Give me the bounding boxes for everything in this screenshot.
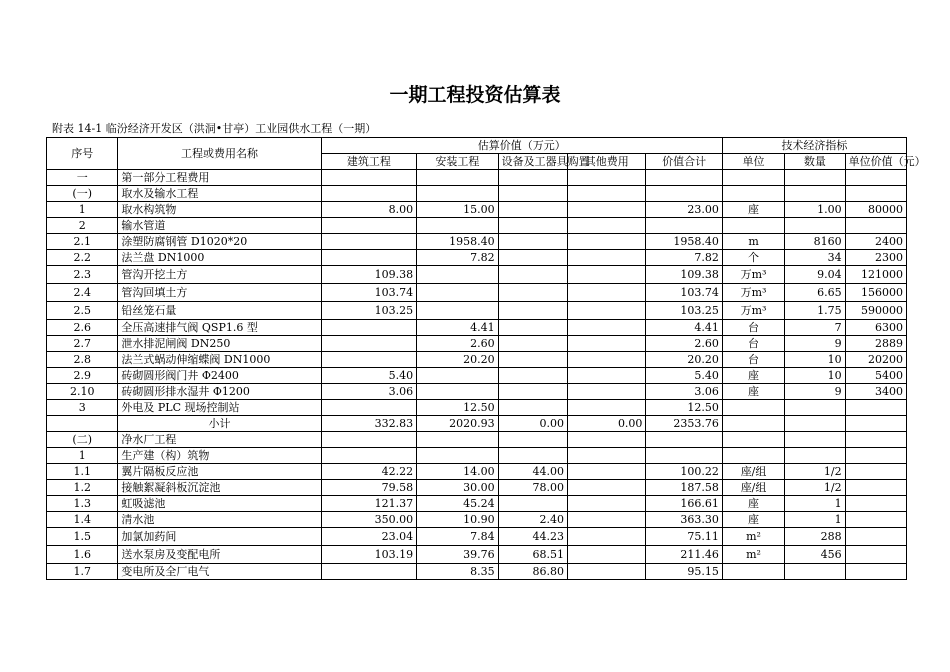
cell-total [646,448,722,464]
cell-total: 103.74 [646,284,722,302]
cell-unit-price [845,512,906,528]
cell-other: 0.00 [567,416,645,432]
cell-build [321,170,417,186]
table-row [47,320,907,336]
table-body [47,170,907,580]
cell-other [567,512,645,528]
cell-other [567,368,645,384]
cell-name: 翼片隔板反应池 [118,464,321,480]
cell-unit: m [722,234,784,250]
cell-total: 363.30 [646,512,722,528]
cell-name: 清水池 [118,512,321,528]
cell-name: 第一部分工程费用 [118,170,321,186]
cell-install: 4.41 [417,320,498,336]
cell-other [567,218,645,234]
cell-other [567,284,645,302]
cell-equipment [498,352,567,368]
cell-install: 39.76 [417,546,498,564]
cell-qty: 1 [785,512,845,528]
cell-seq: 1 [47,448,118,464]
cell-name: 小计 [118,416,321,432]
header-unit-price: 单位价值（元） [845,154,906,170]
cell-unit [722,432,784,448]
table-row [47,416,907,432]
cell-other [567,352,645,368]
cell-unit-price [845,480,906,496]
cell-name: 管沟开挖土方 [118,266,321,284]
cell-seq: 2.8 [47,352,118,368]
cell-name: 输水管道 [118,218,321,234]
table-row [47,250,907,266]
cell-total: 3.06 [646,384,722,400]
cell-unit: m² [722,528,784,546]
cell-total: 7.82 [646,250,722,266]
cell-qty: 456 [785,546,845,564]
cell-seq [47,416,118,432]
cell-total: 1958.40 [646,234,722,250]
cell-equipment [498,250,567,266]
cell-qty [785,448,845,464]
cell-unit-price [845,218,906,234]
cell-seq: 1 [47,202,118,218]
cell-install [417,170,498,186]
cell-equipment: 78.00 [498,480,567,496]
cell-unit: 座/组 [722,480,784,496]
cell-unit [722,400,784,416]
cell-name: 法兰盘 DN1000 [118,250,321,266]
cell-install: 8.35 [417,564,498,580]
cell-name: 虹吸滤池 [118,496,321,512]
cell-equipment: 0.00 [498,416,567,432]
cell-seq: 2.3 [47,266,118,284]
cell-unit: 台 [722,336,784,352]
cell-unit [722,448,784,464]
cell-unit-price [845,186,906,202]
cell-total: 2.60 [646,336,722,352]
cell-install: 20.20 [417,352,498,368]
cell-total: 2353.76 [646,416,722,432]
cell-install [417,432,498,448]
cell-other [567,528,645,546]
cell-qty [785,170,845,186]
cell-seq: 1.4 [47,512,118,528]
cell-other [567,496,645,512]
cell-install: 10.90 [417,512,498,528]
cell-equipment [498,186,567,202]
cell-install: 7.82 [417,250,498,266]
cell-install [417,448,498,464]
table-row [47,284,907,302]
cell-install [417,266,498,284]
cell-qty: 8160 [785,234,845,250]
cell-seq: 2.1 [47,234,118,250]
cell-name: 接触絮凝斜板沉淀池 [118,480,321,496]
cell-build [321,352,417,368]
cell-name: 取水构筑物 [118,202,321,218]
cell-build [321,336,417,352]
cell-seq: 2.10 [47,384,118,400]
cell-seq: 2.9 [47,368,118,384]
table-caption: 附表 14-1 临汾经济开发区（洪洞•甘亭）工业园供水工程（一期） [52,122,377,135]
cell-total: 12.50 [646,400,722,416]
cell-seq: 1.2 [47,480,118,496]
cell-unit-price [845,170,906,186]
cell-unit-price: 2889 [845,336,906,352]
cell-qty: 9 [785,336,845,352]
cell-name: 管沟回填土方 [118,284,321,302]
cell-build: 8.00 [321,202,417,218]
cell-unit-price: 5400 [845,368,906,384]
table-row [47,528,907,546]
cell-unit [722,564,784,580]
cell-equipment [498,266,567,284]
cell-unit-price [845,416,906,432]
cell-qty: 1.75 [785,302,845,320]
cell-total [646,218,722,234]
cell-build [321,448,417,464]
cell-unit-price: 20200 [845,352,906,368]
table-row [47,384,907,400]
cell-qty: 1.00 [785,202,845,218]
cell-equipment: 44.23 [498,528,567,546]
header-equipment: 设备及工器具购置 [498,154,567,170]
cell-other [567,320,645,336]
cell-qty: 6.65 [785,284,845,302]
cell-install: 45.24 [417,496,498,512]
cell-unit: 座 [722,202,784,218]
cell-unit: 台 [722,352,784,368]
cell-install: 15.00 [417,202,498,218]
cell-unit: 座 [722,512,784,528]
table-row [47,234,907,250]
cell-total: 4.41 [646,320,722,336]
cell-total: 187.58 [646,480,722,496]
cell-unit-price: 590000 [845,302,906,320]
cell-unit: 座 [722,368,784,384]
cell-unit-price: 3400 [845,384,906,400]
cell-name: 加氯加药间 [118,528,321,546]
table-row [47,400,907,416]
cell-unit-price [845,432,906,448]
cell-name: 送水泵房及变配电所 [118,546,321,564]
cell-install: 1958.40 [417,234,498,250]
cell-build: 332.83 [321,416,417,432]
cell-unit-price: 156000 [845,284,906,302]
cell-unit [722,416,784,432]
cell-equipment [498,218,567,234]
cell-name: 法兰式蜗动伸缩蝶阀 DN1000 [118,352,321,368]
cell-build: 121.37 [321,496,417,512]
cell-qty [785,218,845,234]
cell-equipment [498,284,567,302]
cell-unit: 个 [722,250,784,266]
cell-total: 20.20 [646,352,722,368]
cell-equipment [498,368,567,384]
cell-build: 103.19 [321,546,417,564]
table-row [47,546,907,564]
cell-build: 5.40 [321,368,417,384]
cell-total [646,186,722,202]
cell-unit: 万m³ [722,266,784,284]
header-other: 其他费用 [567,154,645,170]
cell-name: 变电所及全厂电气 [118,564,321,580]
cell-qty: 10 [785,368,845,384]
cell-qty [785,186,845,202]
cell-unit [722,218,784,234]
table-row [47,170,907,186]
cell-other [567,480,645,496]
cell-other [567,432,645,448]
cell-qty: 10 [785,352,845,368]
table-row [47,218,907,234]
cell-qty [785,416,845,432]
cell-unit-price: 2400 [845,234,906,250]
cell-other [567,302,645,320]
cell-install: 7.84 [417,528,498,546]
cell-install [417,302,498,320]
cell-name: 泄水排泥闸阀 DN250 [118,336,321,352]
cell-other [567,186,645,202]
cell-qty [785,432,845,448]
cell-equipment [498,202,567,218]
table-row [47,512,907,528]
cell-qty: 1 [785,496,845,512]
cell-qty: 9.04 [785,266,845,284]
header-build: 建筑工程 [321,154,417,170]
cell-qty: 9 [785,384,845,400]
cell-install: 30.00 [417,480,498,496]
header-unit: 单位 [722,154,784,170]
cell-install [417,218,498,234]
cell-equipment [498,384,567,400]
cell-total: 75.11 [646,528,722,546]
cell-qty [785,564,845,580]
header-qty: 数量 [785,154,845,170]
cell-build [321,432,417,448]
cell-build [321,320,417,336]
cell-unit-price: 2300 [845,250,906,266]
cell-build: 23.04 [321,528,417,546]
cell-equipment [498,302,567,320]
cell-unit [722,170,784,186]
cell-seq: 1.7 [47,564,118,580]
table-row [47,368,907,384]
cell-seq: 2.4 [47,284,118,302]
cell-other [567,202,645,218]
cell-unit-price [845,564,906,580]
table-row [47,432,907,448]
page-title: 一期工程投资估算表 [389,84,561,106]
cell-total [646,432,722,448]
cell-total: 211.46 [646,546,722,564]
cell-equipment [498,448,567,464]
cell-name: 砖砌圆形排水湿井 Φ1200 [118,384,321,400]
cell-total: 95.15 [646,564,722,580]
cell-name: 生产建（构）筑物 [118,448,321,464]
cell-unit-price [845,464,906,480]
cell-unit-price: 80000 [845,202,906,218]
cell-seq: 2.7 [47,336,118,352]
cell-build: 42.22 [321,464,417,480]
cell-unit: 万m³ [722,284,784,302]
header-estimate-group: 估算价值（万元） [321,138,722,154]
cell-install [417,284,498,302]
table-row [47,480,907,496]
cell-build [321,218,417,234]
cell-name: 全压高速排气阀 QSP1.6 型 [118,320,321,336]
cell-build [321,186,417,202]
cell-build [321,400,417,416]
cell-unit: 万m³ [722,302,784,320]
cell-equipment [498,400,567,416]
table-header [47,138,926,170]
cell-name: 涂塑防腐钢管 D1020*20 [118,234,321,250]
cell-name: 净水厂工程 [118,432,321,448]
cell-equipment: 44.00 [498,464,567,480]
cell-install: 2020.93 [417,416,498,432]
cell-unit-price [845,448,906,464]
cell-build: 3.06 [321,384,417,400]
table-row [47,266,907,284]
cell-unit: 座/组 [722,464,784,480]
cell-total [646,170,722,186]
cell-other [567,448,645,464]
cell-other [567,234,645,250]
header-install: 安装工程 [417,154,498,170]
cell-other [567,546,645,564]
cell-build: 103.25 [321,302,417,320]
table-row [47,202,907,218]
cell-seq: 1.3 [47,496,118,512]
cell-other [567,266,645,284]
cell-other [567,564,645,580]
cell-equipment [498,336,567,352]
cell-equipment [498,432,567,448]
cell-build: 350.00 [321,512,417,528]
cell-other [567,464,645,480]
cell-install [417,368,498,384]
header-seq: 序号 [47,138,118,170]
cell-total: 23.00 [646,202,722,218]
cell-build: 103.74 [321,284,417,302]
cell-name: 铅丝笼石量 [118,302,321,320]
cell-equipment [498,234,567,250]
cell-unit-price [845,528,906,546]
cell-unit-price [845,400,906,416]
table-row [47,448,907,464]
cell-seq: 一 [47,170,118,186]
cell-seq: (二) [47,432,118,448]
cell-seq: 2.5 [47,302,118,320]
cell-build: 109.38 [321,266,417,284]
cell-seq: (一) [47,186,118,202]
cell-total: 103.25 [646,302,722,320]
cell-other [567,170,645,186]
cell-equipment: 2.40 [498,512,567,528]
cell-qty: 288 [785,528,845,546]
cell-build [321,234,417,250]
cell-equipment: 68.51 [498,546,567,564]
cell-other [567,250,645,266]
estimate-table [46,137,926,580]
table-row [47,564,907,580]
table-row [47,302,907,320]
header-tech-group: 技术经济指标 [722,138,906,154]
table-row [47,336,907,352]
cell-seq: 2 [47,218,118,234]
cell-seq: 1.5 [47,528,118,546]
cell-unit-price: 121000 [845,266,906,284]
cell-other [567,384,645,400]
cell-seq: 1.1 [47,464,118,480]
cell-build [321,250,417,266]
cell-total: 166.61 [646,496,722,512]
cell-build [321,564,417,580]
cell-install: 2.60 [417,336,498,352]
cell-qty [785,400,845,416]
cell-build: 79.58 [321,480,417,496]
cell-install [417,384,498,400]
cell-qty: 1/2 [785,464,845,480]
cell-equipment: 86.80 [498,564,567,580]
cell-equipment [498,320,567,336]
cell-unit-price [845,496,906,512]
header-total: 价值合计 [646,154,722,170]
cell-seq: 2.6 [47,320,118,336]
cell-unit: m² [722,546,784,564]
cell-unit: 座 [722,384,784,400]
table-row [47,496,907,512]
cell-seq: 2.2 [47,250,118,266]
cell-total: 109.38 [646,266,722,284]
cell-name: 外电及 PLC 现场控制站 [118,400,321,416]
cell-qty: 34 [785,250,845,266]
cell-install: 12.50 [417,400,498,416]
cell-unit: 座 [722,496,784,512]
cell-qty: 1/2 [785,480,845,496]
cell-install: 14.00 [417,464,498,480]
cell-total: 100.22 [646,464,722,480]
cell-qty: 7 [785,320,845,336]
cell-install [417,186,498,202]
cell-other [567,336,645,352]
cell-unit: 台 [722,320,784,336]
cell-unit-price: 6300 [845,320,906,336]
cell-seq: 3 [47,400,118,416]
table-row [47,186,907,202]
cell-unit [722,186,784,202]
cell-other [567,400,645,416]
cell-unit-price [845,546,906,564]
table-row [47,352,907,368]
cell-name: 取水及输水工程 [118,186,321,202]
cell-equipment [498,496,567,512]
table-row [47,464,907,480]
cell-seq: 1.6 [47,546,118,564]
cell-total: 5.40 [646,368,722,384]
cell-equipment [498,170,567,186]
cell-name: 砖砌圆形阀门井 Φ2400 [118,368,321,384]
header-name: 工程或费用名称 [118,138,321,170]
